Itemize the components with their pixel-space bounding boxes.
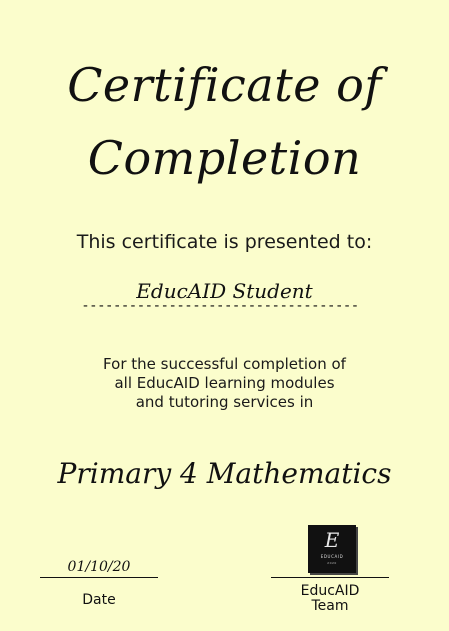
date-signature-line <box>40 577 158 578</box>
date-value: 01/10/20 <box>67 559 131 575</box>
team-label <box>271 584 389 614</box>
logo-year: 2020 <box>327 561 337 565</box>
subject-name: Primary 4 Mathematics <box>57 457 392 490</box>
logo-glyph: E <box>324 528 340 552</box>
certificate-title-line-1: Certificate of <box>67 58 382 112</box>
completion-statement <box>54 355 395 412</box>
recipient-name-underline: ----------------------------------- <box>81 298 359 314</box>
completion-line-3: and tutoring services in <box>135 393 314 411</box>
logo-text: EDUCAID <box>320 554 344 559</box>
recipient-name: EducAID Student <box>136 279 313 303</box>
educaid-logo <box>308 525 356 573</box>
team-signature-line <box>271 577 389 578</box>
team-label-line-1: EducAID <box>300 583 360 599</box>
completion-line-2: all EducAID learning modules <box>114 374 335 392</box>
date-label: Date <box>82 592 116 608</box>
completion-line-1: For the successful completion of <box>103 355 346 373</box>
team-label-line-2: Team <box>311 598 349 614</box>
certificate-title-line-2: Completion <box>87 131 362 185</box>
presented-to-text: This certificate is presented to: <box>76 231 373 253</box>
